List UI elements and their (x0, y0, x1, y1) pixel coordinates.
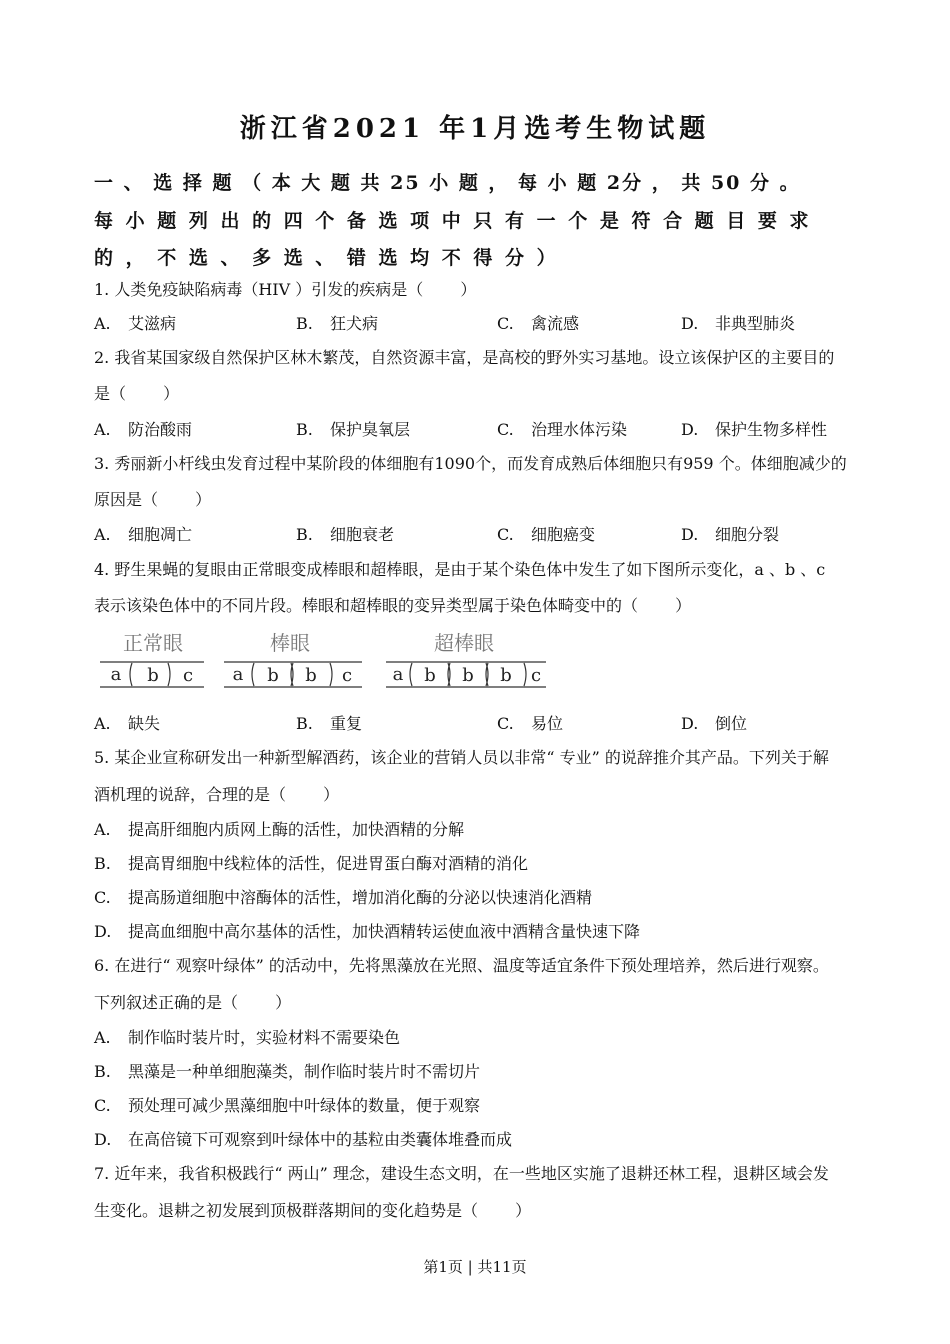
segment-normal-2: b (147, 665, 159, 686)
diagram-label-ultrabar: 超棒眼 (434, 633, 494, 655)
segment-normal-1: a (110, 664, 122, 685)
segment-bar-1: a (232, 664, 244, 685)
question-3-line1: 3. 秀丽新小杆线虫发育过程中某阶段的体细胞有1090个，而发育成熟后体细胞只有959 个。体细胞减少的 (94, 454, 847, 473)
q6-option-d: D. 在高倍镜下可观察到叶绿体中的基粒由类囊体堆叠而成 (94, 1130, 513, 1149)
q2-option-d: D. 保护生物多样性 (681, 420, 828, 439)
diagram-label-normal: 正常眼 (123, 633, 183, 655)
section-heading-line3: 的 ， 不 选 、 多 选 、 错 选 均 不 得 分 ） (94, 247, 559, 269)
segment-ultrabar-3: b (462, 665, 474, 686)
question-3-line2: 原因是（ ） (94, 490, 212, 509)
q5-option-d: D. 提高血细胞中高尔基体的活性，加快酒精转运使血液中酒精含量快速下降 (94, 922, 641, 941)
q2-option-c: C. 治理水体污染 (497, 420, 628, 439)
q4-option-b: B. 重复 (296, 714, 363, 733)
q3-option-a: A. 细胞凋亡 (94, 525, 193, 544)
question-2-line1: 2. 我省某国家级自然保护区林木繁茂，自然资源丰富，是高校的野外实习基地。设立该保护区的主要目的 (94, 348, 835, 367)
q1-option-d: D. 非典型肺炎 (681, 314, 796, 333)
question-7-line1: 7. 近年来，我省积极践行“ 两山” 理念，建设生态文明，在一些地区实施了退耕还林工程，退耕区域会发 (94, 1164, 829, 1183)
segment-bar-4: c (341, 665, 353, 686)
question-7-line2: 生变化。退耕之初发展到顶极群落期间的变化趋势是（ ） (94, 1201, 532, 1220)
q1-option-b: B. 狂犬病 (296, 314, 379, 333)
q4-option-c: C. 易位 (497, 714, 564, 733)
segment-ultrabar-5: c (530, 665, 542, 686)
q3-option-b: B. 细胞衰老 (296, 525, 395, 544)
segment-ultrabar-1: a (392, 664, 404, 685)
question-1-text: 1. 人类免疫缺陷病毒（HIV ）引发的疾病是（ ） (94, 280, 477, 299)
q6-option-c: C. 预处理可减少黑藻细胞中叶绿体的数量，便于观察 (94, 1096, 481, 1115)
question-4-line2: 表示该染色体中的不同片段。棒眼和超棒眼的变异类型属于染色体畸变中的（ ） (94, 596, 692, 615)
q4-option-d: D. 倒位 (681, 714, 748, 733)
q6-option-a: A. 制作临时装片时，实验材料不需要染色 (94, 1028, 401, 1047)
segment-ultrabar-2: b (424, 665, 436, 686)
page-footer: 第1页 | 共11页 (423, 1258, 527, 1276)
q2-option-b: B. 保护臭氧层 (296, 420, 411, 439)
section-heading-line1: 一 、 选 择 题 （ 本 大 题 共 25 小 题 ， 每 小 题 2分 ， 共 50 分 。 (94, 172, 801, 194)
q4-option-a: A. 缺失 (94, 714, 161, 733)
q5-option-a: A. 提高肝细胞内质网上酶的活性，加快酒精的分解 (94, 820, 465, 839)
q2-option-a: A. 防治酸雨 (94, 420, 193, 439)
section-heading-line2: 每 小 题 列 出 的 四 个 备 选 项 中 只 有 一 个 是 符 合 题 目 要 求 (94, 210, 812, 232)
q1-option-a: A. 艾滋病 (94, 314, 177, 333)
segment-ultrabar-4: b (500, 665, 512, 686)
q3-option-d: D. 细胞分裂 (681, 525, 780, 544)
q5-option-b: B. 提高胃细胞中线粒体的活性，促进胃蛋白酶对酒精的消化 (94, 854, 529, 873)
diagram-label-bar: 棒眼 (270, 633, 310, 655)
q3-option-c: C. 细胞癌变 (497, 525, 596, 544)
q6-option-b: B. 黑藻是一种单细胞藻类，制作临时装片时不需切片 (94, 1062, 481, 1081)
question-2-line2: 是（ ） (94, 384, 180, 403)
segment-bar-2: b (267, 665, 279, 686)
question-6-line2: 下列叙述正确的是（ ） (94, 993, 292, 1012)
segment-bar-3: b (305, 665, 317, 686)
question-5-line2: 酒机理的说辞，合理的是（ ） (94, 785, 340, 804)
segment-normal-3: c (182, 665, 194, 686)
page-title: 浙江省2021 年1月选考生物试题 (239, 114, 711, 144)
question-6-line1: 6. 在进行“ 观察叶绿体” 的活动中，先将黑藻放在光照、温度等适宜条件下预处理培养，然后进行观察。 (94, 956, 829, 975)
chromosome-diagram (96, 626, 556, 696)
q1-option-c: C. 禽流感 (497, 314, 580, 333)
q5-option-c: C. 提高肠道细胞中溶酶体的活性，增加消化酶的分泌以快速消化酒精 (94, 888, 593, 907)
question-5-line1: 5. 某企业宣称研发出一种新型解酒药，该企业的营销人员以非常“ 专业” 的说辞推介其产品。下列关于解 (94, 748, 829, 767)
question-4-line1: 4. 野生果蝇的复眼由正常眼变成棒眼和超棒眼，是由于某个染色体中发生了如下图所示变化，a 、b 、c (94, 560, 826, 579)
